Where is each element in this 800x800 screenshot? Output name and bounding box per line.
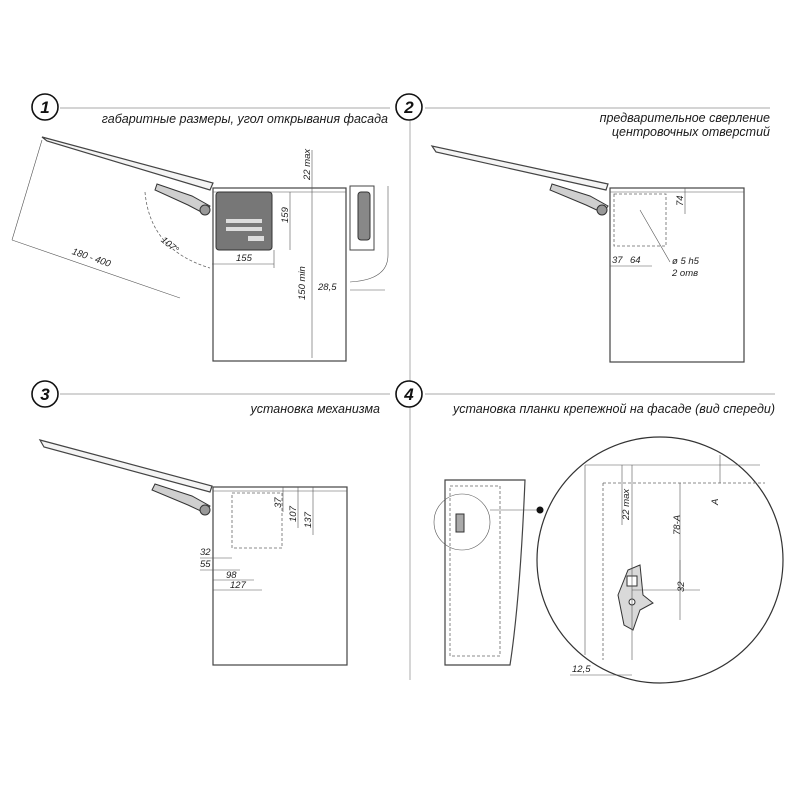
hole-count-label: 2 отв <box>672 268 699 279</box>
dim-78a-label: 78-A <box>672 514 683 535</box>
height-159-label: 159 <box>280 207 291 223</box>
dim-127-label: 127 <box>230 580 246 591</box>
panel-2-number: 2 <box>404 98 414 117</box>
panel-1-caption: габаритные размеры, угол открывания фасада <box>101 112 388 126</box>
dim-98-label: 98 <box>226 570 237 581</box>
reach-label: 180 - 400 <box>70 246 112 270</box>
max-22-label: 22 max <box>302 148 313 180</box>
panel-1 <box>12 94 390 361</box>
dim-32-label: 32 <box>200 547 211 558</box>
hole-diameter-label: ø 5 h5 <box>672 256 699 267</box>
depth-285-label: 28,5 <box>318 282 337 293</box>
dim-125-label: 12,5 <box>572 664 591 675</box>
dim-137-label: 137 <box>303 512 314 528</box>
panel-2-caption-line1: предварительное сверление <box>599 111 770 125</box>
dim-37-v-label: 37 <box>273 497 284 508</box>
max-22-label-4: 22 max <box>621 488 632 520</box>
dim-107-label: 107 <box>288 506 299 522</box>
dim-74-label: 74 <box>675 195 686 206</box>
dim-a-label: A <box>710 498 721 505</box>
panel-4-caption: установка планки крепежной на фасаде (вид спереди) <box>453 402 775 416</box>
panel-3-caption: установка механизма <box>250 402 380 416</box>
panel-3-number: 3 <box>40 385 50 404</box>
min-150-label: 150 min <box>297 266 308 300</box>
panel-4 <box>396 381 783 683</box>
dim-32-label-4: 32 <box>676 581 687 592</box>
lid-3 <box>40 440 212 492</box>
panel-2-caption-line2: центровочных отверстий <box>611 125 770 139</box>
panel-1-number: 1 <box>40 98 50 117</box>
lid-1 <box>42 137 213 190</box>
dim-55-label: 55 <box>200 559 211 570</box>
detail-circle <box>537 437 783 683</box>
angle-label: 107° <box>158 234 181 256</box>
width-155-label: 155 <box>236 253 252 264</box>
dim-37-label: 37 <box>612 255 623 266</box>
panel-2 <box>396 94 770 362</box>
lid-2 <box>432 146 608 190</box>
dim-64-label: 64 <box>630 255 641 266</box>
facade-front-view <box>445 480 525 665</box>
panel-3 <box>32 381 390 665</box>
panel-4-number: 4 <box>404 385 414 404</box>
